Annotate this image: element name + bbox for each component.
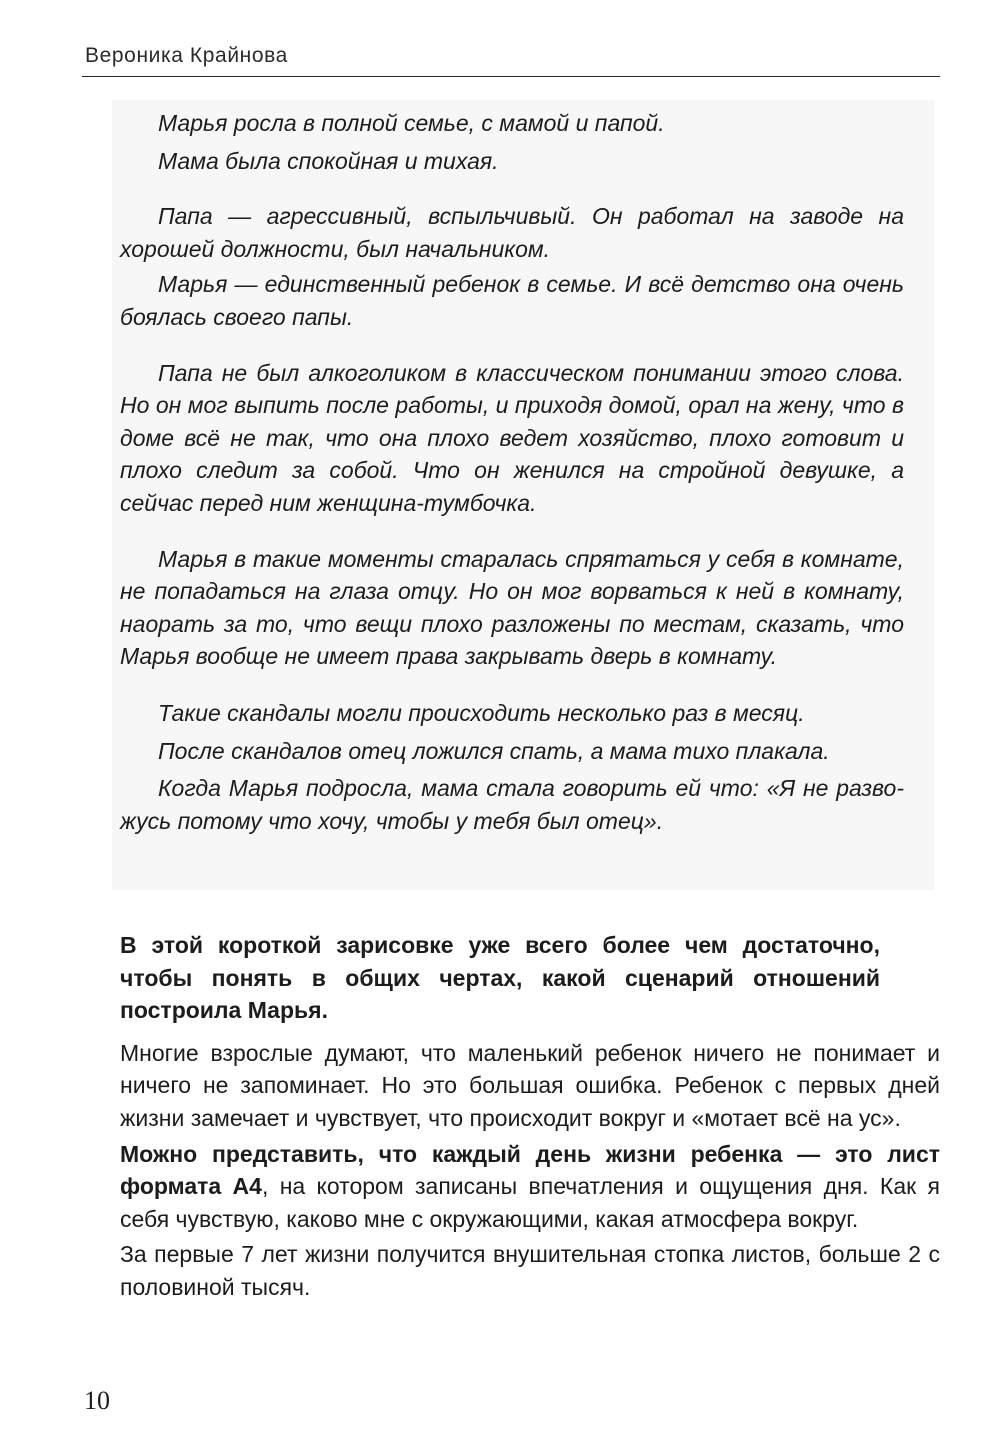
body-paragraph: За первые 7 лет жизни получится внушительная стопка листов, больше 2 с половиной тысяч. (120, 1241, 940, 1300)
story-paragraph: Папа — агрессивный, вспыльчивый. Он работал на заводе на хорошей должности, был начальником. (120, 203, 904, 262)
story-paragraph: Марья — единственный ребенок в семье. И всё детство она очень боялась своего папы. (120, 271, 904, 330)
story-block (120, 107, 904, 837)
body-text: , на котором записаны впечатления и ощущения дня. Как я себя чувствую, каково мне с окружающими, какая атмосфера вокруг. (120, 1173, 940, 1232)
story-paragraph: Когда Марья подросла, мама стала говорить ей что: «Я не развожусь потому что хочу, чтобы у тебя был отец». (120, 775, 904, 834)
header-rule (82, 76, 940, 77)
story-paragraph: Такие скандалы могли происходить несколько раз в месяц. (158, 699, 805, 726)
emphasis-text: Можно представить, что каждый день жизни ребенка — это лист формата А4 (120, 1140, 940, 1200)
main-text (120, 929, 940, 1304)
story-paragraph: Мама была спокойная и тихая. (158, 147, 499, 174)
story-paragraph: Папа не был алкоголиком в классическом понимании этого слова. Но он мог выпить после работы, и приходя домой, орал на жену, что в доме всё не так, что она плохо ведет хозяйство, плохо готовит и плохо следит за собой. Что он женился на стройной девушке, а сейчас перед ним женщина-тумбочка. (120, 359, 904, 516)
story-paragraph: Марья росла в полной семье, с мамой и папой. (158, 110, 665, 136)
body-paragraph (120, 1138, 940, 1236)
story-paragraph: После скандалов отец ложился спать, а мама тихо плакала. (158, 737, 830, 764)
body-paragraph: Многие взрослые думают, что маленький ребенок ничего не понимает и ничего не запоминает. Но это большая ошибка. Ребенок с первых дней жизни замечает и чувствует, что происходит вокруг и «мотает всё на ус». (120, 1039, 940, 1131)
lead-paragraph: В этой короткой зарисовке уже всего более чем достаточно, чтобы понять в общих чертах, какой сценарий отношений построила Марья. (120, 932, 880, 1024)
page-number: 10 (84, 1386, 110, 1415)
story-paragraph: Марья в такие моменты старалась спрятаться у себя в комнате, не попадаться на глаза отцу. Но он мог ворваться к ней в комнату, наорать за то, что вещи плохо разложены по местам, сказать, что Марья вообще не имеет права закрывать дверь в комнату. (120, 545, 904, 670)
running-header-author: Вероника Крайнова (85, 44, 288, 67)
